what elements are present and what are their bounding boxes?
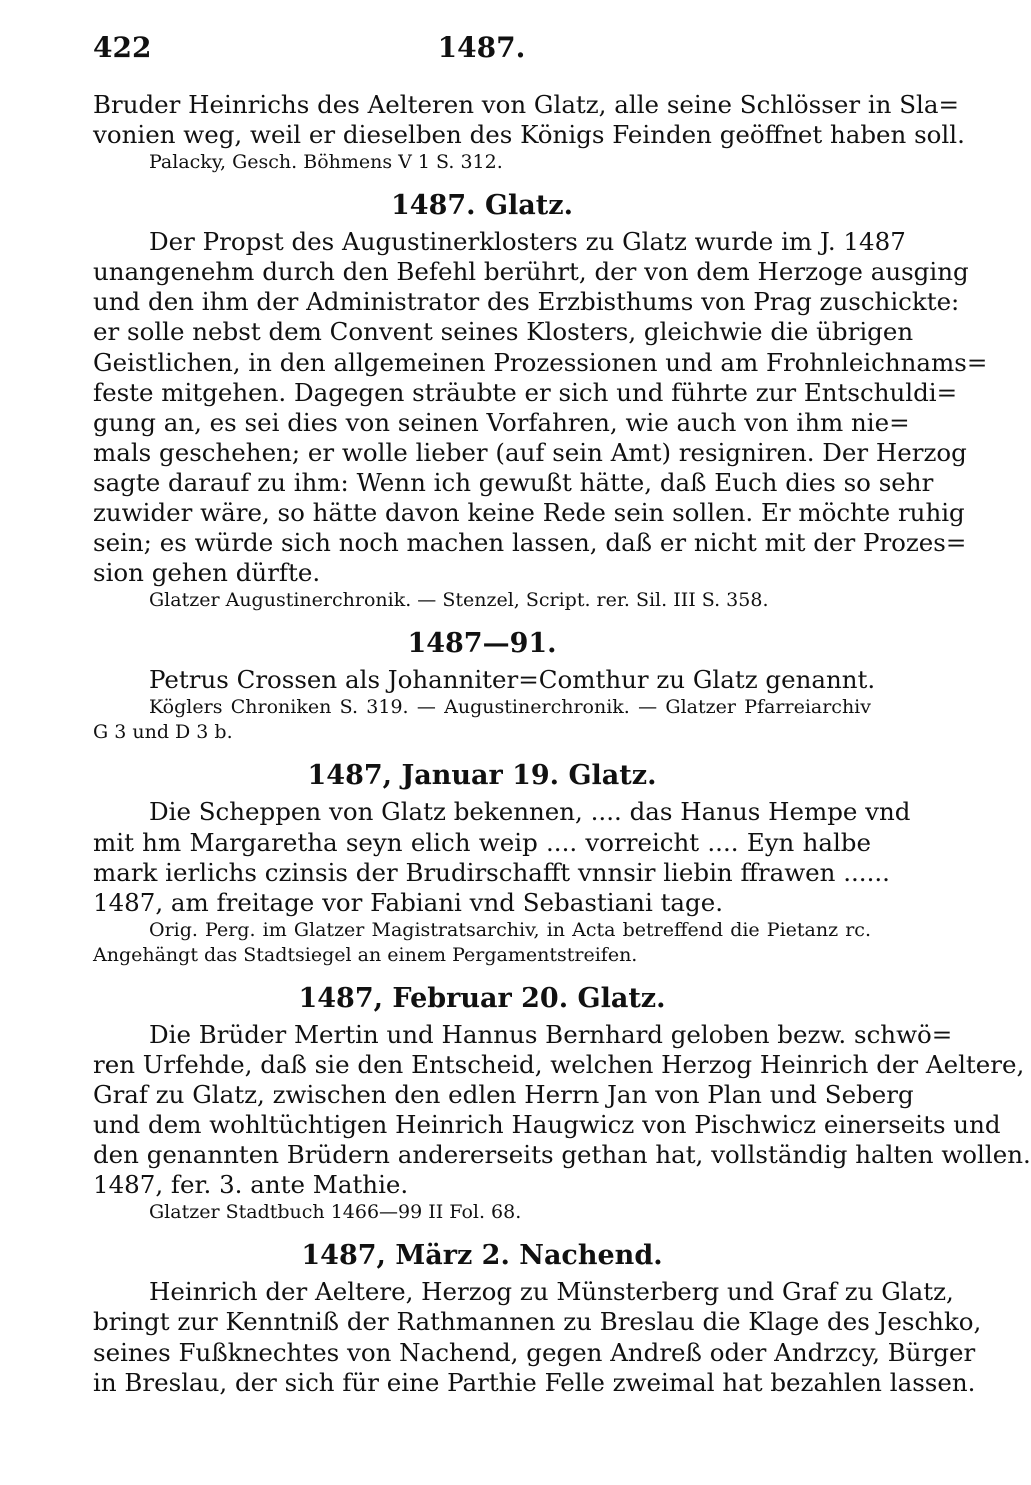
source-citation: Glatzer Augustinerchronik. — Stenzel, Script. rer. Sil. III S. 358. — [149, 589, 769, 612]
text-line: und den ihm der Administrator des Erzbisthums von Prag zuschickte: — [93, 287, 960, 317]
text-line: mals geschehen; er wolle lieber (auf sein Amt) resigniren. Der Herzog — [93, 437, 967, 467]
text-line: Der Propst des Augustinerklosters zu Glatz wurde im J. 1487 — [149, 227, 906, 257]
entry-section — [93, 982, 1031, 1226]
text-line: in Breslau, der sich für eine Parthie Felle zweimal hat bezahlen lassen. — [93, 1367, 976, 1397]
text-line: Bruder Heinrichs des Aelteren von Glatz, alle seine Schlösser in Sla= — [93, 90, 959, 119]
text-line: 1487, fer. 3. ante Mathie. — [93, 1170, 409, 1200]
text-line: vonien weg, weil er dieselben des Königs Feinden geöffnet haben soll. — [93, 120, 965, 150]
text-line: den genannten Brüdern andererseits gethan hat, vollständig halten wollen. — [93, 1140, 1031, 1170]
entry-heading: 1487—91. — [407, 628, 557, 660]
running-head-year: 1487. — [437, 31, 526, 64]
source-citation: Glatzer Stadtbuch 1466—99 II Fol. 68. — [149, 1201, 522, 1224]
text-line: Heinrich der Aeltere, Herzog zu Münsterberg und Graf zu Glatz, — [149, 1277, 954, 1307]
source-citation: Köglers Chroniken S. 319. — Augustinerchronik. — Glatzer Pfarreiarchiv — [149, 696, 871, 719]
text-line: feste mitgehen. Dagegen sträubte er sich und führte zur Entschuldi= — [93, 377, 958, 407]
entry-section — [93, 759, 911, 967]
text-line: sion gehen dürfte. — [93, 558, 321, 588]
source-citation: Angehängt das Stadtsiegel an einem Pergamentstreifen. — [93, 943, 638, 966]
text-line: 1487, am freitage vor Fabiani vnd Sebastiani tage. — [93, 887, 724, 917]
source-citation: Palacky, Gesch. Böhmens V 1 S. 312. — [149, 151, 503, 174]
source-citation: Orig. Perg. im Glatzer Magistratsarchiv, in Acta betreffend die Pietanz rc. — [149, 918, 871, 941]
source-citation: G 3 und D 3 b. — [93, 721, 233, 744]
entry-heading: 1487, Februar 20. Glatz. — [298, 982, 666, 1014]
entry-section — [93, 189, 988, 613]
intro-section — [93, 90, 965, 175]
entry-heading: 1487. Glatz. — [391, 190, 573, 222]
text-line: Petrus Crossen als Johanniter=Comthur zu Glatz genannt. — [149, 665, 876, 695]
text-line: Geistlichen, in den allgemeinen Prozessionen und am Frohnleichnams= — [93, 347, 988, 377]
text-line: mark ierlichs czinsis der Brudirschafft vnnsir liebin ffrawen ...... — [93, 857, 890, 887]
text-line: seines Fußknechtes von Nachend, gegen Andreß oder Andrzcy, Bürger — [93, 1337, 976, 1367]
text-line: unangenehm durch den Befehl berührt, der von dem Herzoge ausging — [93, 257, 969, 287]
entry-heading: 1487, Januar 19. Glatz. — [307, 760, 657, 792]
text-line: ren Urfehde, daß sie den Entscheid, welchen Herzog Heinrich der Aeltere, — [93, 1049, 1025, 1079]
text-line: er solle nebst dem Convent seines Klosters, gleichwie die übrigen — [93, 317, 914, 347]
running-head — [93, 28, 870, 68]
text-line: Die Scheppen von Glatz bekennen, .... das Hanus Hempe vnd — [149, 797, 911, 827]
text-line: sein; es würde sich noch machen lassen, daß er nicht mit der Prozes= — [93, 528, 967, 558]
page-number: 422 — [93, 31, 152, 64]
entry-heading: 1487, März 2. Nachend. — [301, 1240, 663, 1272]
text-line: sagte darauf zu ihm: Wenn ich gewußt hätte, daß Euch dies so sehr — [93, 467, 934, 497]
entry-section — [93, 1239, 982, 1397]
text-line: bringt zur Kenntniß der Rathmannen zu Breslau die Klage des Jeschko, — [93, 1307, 982, 1337]
text-line: mit hm Margaretha seyn elich weip .... vorreicht .... Eyn halbe — [93, 827, 871, 857]
text-line: Die Brüder Mertin und Hannus Bernhard geloben bezw. schwö= — [149, 1019, 953, 1049]
text-line: und dem wohltüchtigen Heinrich Haugwicz von Pischwicz einerseits und — [93, 1110, 1001, 1140]
entry-section — [93, 627, 876, 745]
text-line: Graf zu Glatz, zwischen den edlen Herrn Jan von Plan und Seberg — [93, 1079, 914, 1109]
text-line: gung an, es sei dies von seinen Vorfahren, wie auch von ihm nie= — [93, 407, 910, 437]
text-line: zuwider wäre, so hätte davon keine Rede sein sollen. Er möchte ruhig — [93, 498, 965, 528]
body-text — [93, 90, 1031, 1398]
